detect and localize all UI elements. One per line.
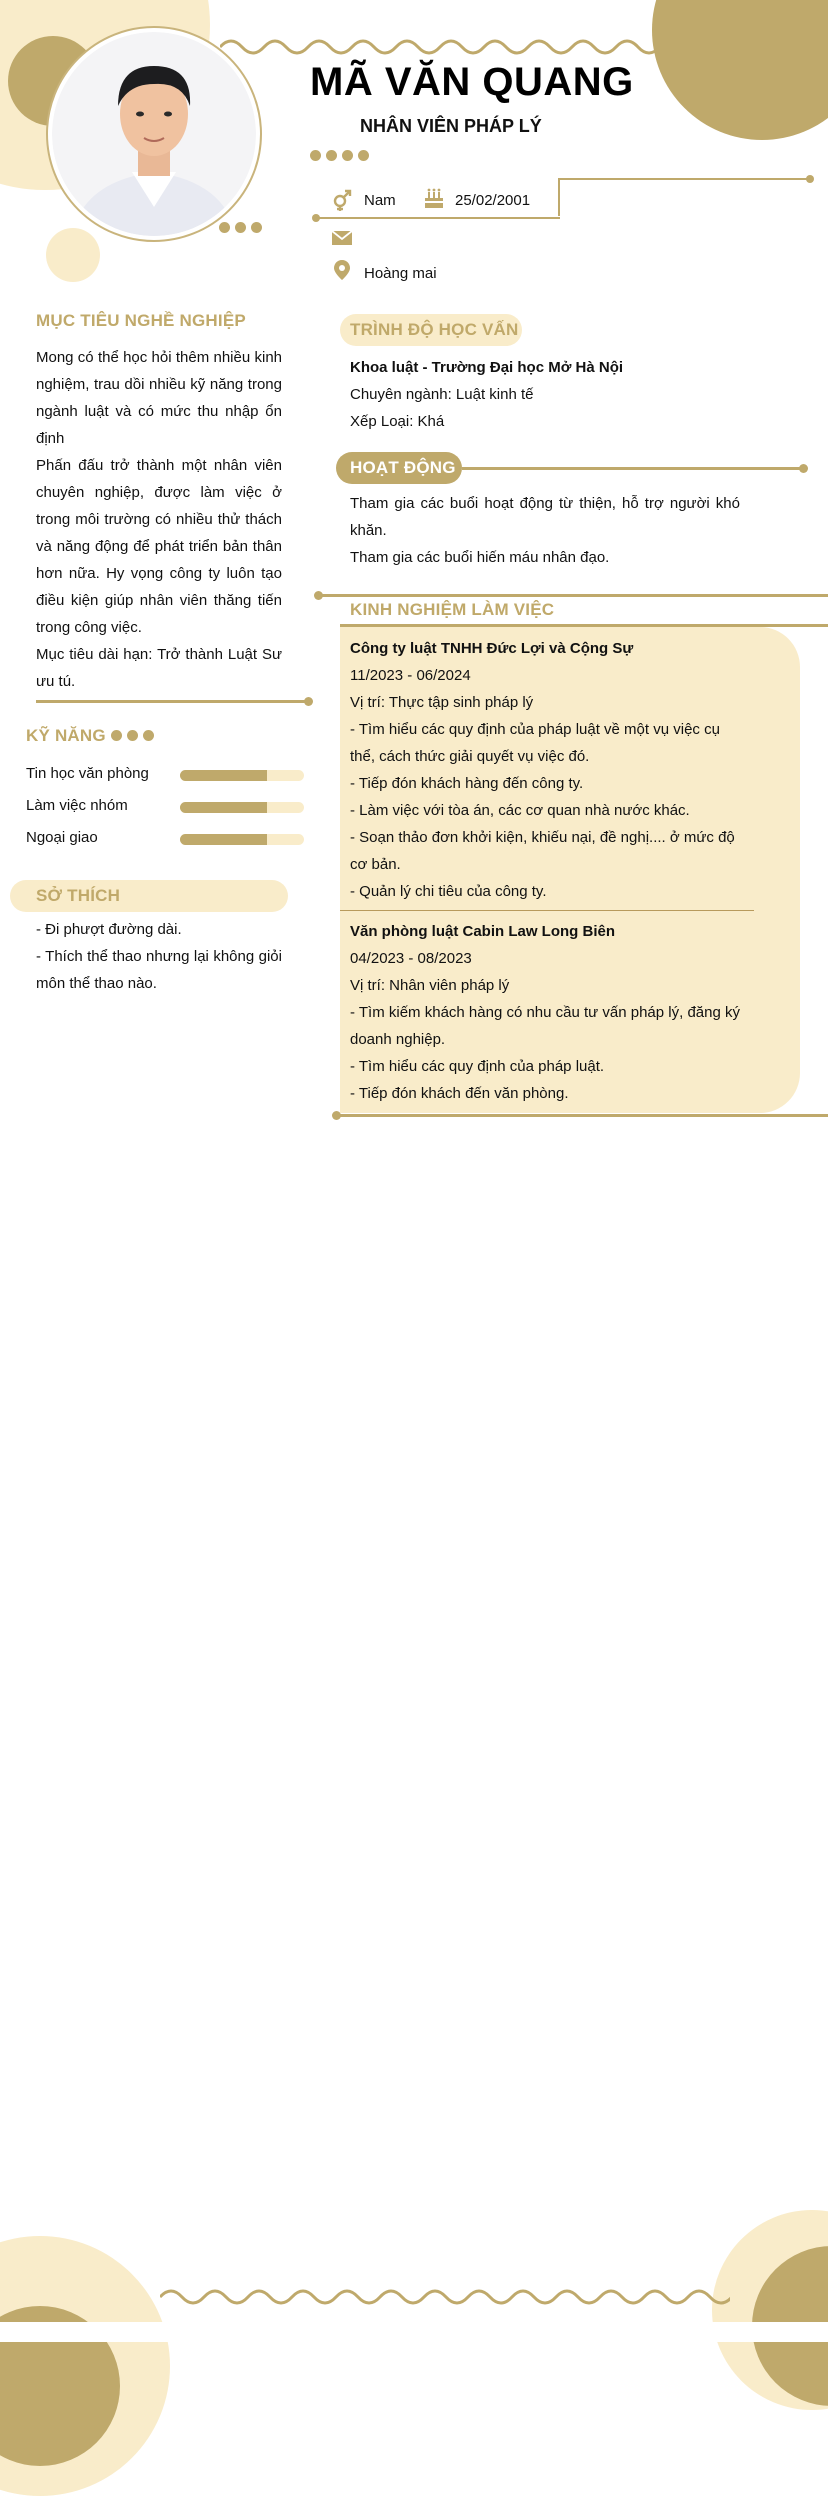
hobby-item: - Thích thể thao nhưng lại không giỏi môn thể thao nào.: [36, 948, 282, 992]
deco-dot: [326, 150, 337, 161]
gender-icon: [330, 188, 354, 212]
deco-dot: [806, 175, 814, 183]
skill-bar: [180, 834, 304, 845]
job-period: 11/2023 - 06/2024: [350, 667, 471, 684]
candidate-name: MÃ VĂN QUANG: [310, 60, 634, 104]
address-value: Hoàng mai: [364, 265, 437, 282]
birthday-value: 25/02/2001: [455, 192, 531, 209]
job-task: - Quản lý chi tiêu của công ty.: [350, 883, 547, 900]
deco-dot: [799, 464, 808, 473]
deco-circle-small-light: [46, 228, 100, 282]
gender-value: Nam: [364, 192, 396, 209]
job-task: - Tiếp đón khách đến văn phòng.: [350, 1085, 569, 1102]
avatar-photo: [52, 32, 256, 236]
education-school: Khoa luật - Trường Đại học Mở Hà Nội: [350, 359, 624, 376]
divider: [36, 700, 306, 703]
job-company: Văn phòng luật Cabin Law Long Biên: [350, 923, 615, 940]
job-title: NHÂN VIÊN PHÁP LÝ: [360, 116, 542, 136]
job-period: 04/2023 - 08/2023: [350, 950, 472, 967]
deco-dot: [251, 222, 262, 233]
education-grade: Xếp Loại: Khá: [350, 413, 445, 430]
skill-label: Ngoại giao: [26, 829, 98, 846]
deco-dot: [111, 730, 122, 741]
experience-heading: KINH NGHIỆM LÀM VIỆC: [350, 600, 555, 619]
skill-label: Làm việc nhóm: [26, 797, 128, 814]
job-task: - Làm việc với tòa án, các cơ quan nhà nước khác.: [350, 802, 690, 819]
skills-heading: KỸ NĂNG: [26, 726, 106, 745]
education-major: Chuyên ngành: Luật kinh tế: [350, 386, 534, 403]
deco-dot: [312, 214, 320, 222]
divider: [316, 217, 560, 219]
job-task: - Tìm hiểu các quy định của pháp luật.: [350, 1058, 605, 1075]
job-entry: [350, 635, 740, 905]
objective-paragraph: Mong có thể học hỏi thêm nhiều kinh nghiệm, trau dồi nhiều kỹ năng trong ngành luật và có mức thu nhập ổn định: [36, 349, 282, 447]
divider: [558, 178, 808, 180]
deco-dot: [127, 730, 138, 741]
job-task: - Tìm kiếm khách hàng có nhu cầu tư vấn pháp lý, đăng ký doanh nghiệp.: [350, 1004, 740, 1048]
skill-bar-fill: [180, 834, 267, 845]
education-details: [350, 354, 750, 435]
deco-dot: [219, 222, 230, 233]
job-task: - Soạn thảo đơn khởi kiện, khiếu nại, đề nghị.... ở mức độ cơ bản.: [350, 829, 735, 873]
job-company: Công ty luật TNHH Đức Lợi và Cộng Sự: [350, 640, 634, 657]
deco-dot: [143, 730, 154, 741]
skill-bar-fill: [180, 770, 267, 781]
avatar: [46, 26, 262, 242]
objective-paragraph: Phấn đấu trở thành một nhân viên chuyên nghiệp, được làm việc ở trong môi trường có nhiều thử thách và năng động để phát triển bản thân hơn nữa. Hy vọng công ty luôn tạo điều kiện giúp nhân viên thăng tiến trong công việc.: [36, 457, 282, 636]
skill-bar: [180, 802, 304, 813]
email-icon: [330, 226, 354, 250]
hobbies-list: [36, 916, 282, 997]
location-pin-icon: [330, 258, 354, 282]
deco-wave-top: [220, 32, 660, 62]
hobby-item: - Đi phượt đường dài.: [36, 921, 182, 938]
job-task: - Tiếp đón khách hàng đến công ty.: [350, 775, 584, 792]
education-heading: TRÌNH ĐỘ HỌC VẤN: [350, 320, 519, 339]
divider: [462, 467, 802, 470]
objective-heading: MỤC TIÊU NGHỀ NGHIỆP: [36, 311, 246, 330]
job-position: Vị trí: Nhân viên pháp lý: [350, 977, 510, 994]
birthday-cake-icon: [422, 186, 446, 210]
deco-dot: [304, 697, 313, 706]
deco-dot: [310, 150, 321, 161]
skill-label: Tin học văn phòng: [26, 765, 149, 782]
objective-paragraph: Mục tiêu dài hạn: Trở thành Luật Sư ưu tú.: [36, 646, 282, 690]
divider: [340, 910, 754, 911]
deco-circle-top-right: [652, 0, 828, 140]
deco-dot: [342, 150, 353, 161]
activities-heading: HOẠT ĐỘNG: [350, 458, 456, 477]
hobbies-heading: SỞ THÍCH: [36, 886, 121, 905]
objective-text: [36, 344, 282, 695]
divider: [558, 178, 560, 216]
divider: [318, 594, 828, 597]
activity-item: Tham gia các buổi hiến máu nhân đạo.: [350, 549, 610, 566]
deco-dot: [235, 222, 246, 233]
job-position: Vị trí: Thực tập sinh pháp lý: [350, 694, 534, 711]
skill-bar: [180, 770, 304, 781]
divider: [336, 1114, 828, 1117]
deco-dot: [332, 1111, 341, 1120]
deco-dot: [358, 150, 369, 161]
skill-bar-fill: [180, 802, 267, 813]
footer-strip: [0, 2322, 828, 2342]
deco-wave-bottom: [160, 2282, 730, 2312]
job-task: - Tìm hiểu các quy định của pháp luật về một vụ việc cụ thể, cách thức giải quyết vụ việc đó.: [350, 721, 720, 765]
activity-item: Tham gia các buổi hoạt động từ thiện, hỗ trợ người khó khăn.: [350, 495, 740, 539]
deco-dot: [314, 591, 323, 600]
job-entry: [350, 918, 740, 1107]
activities-list: [350, 490, 740, 571]
